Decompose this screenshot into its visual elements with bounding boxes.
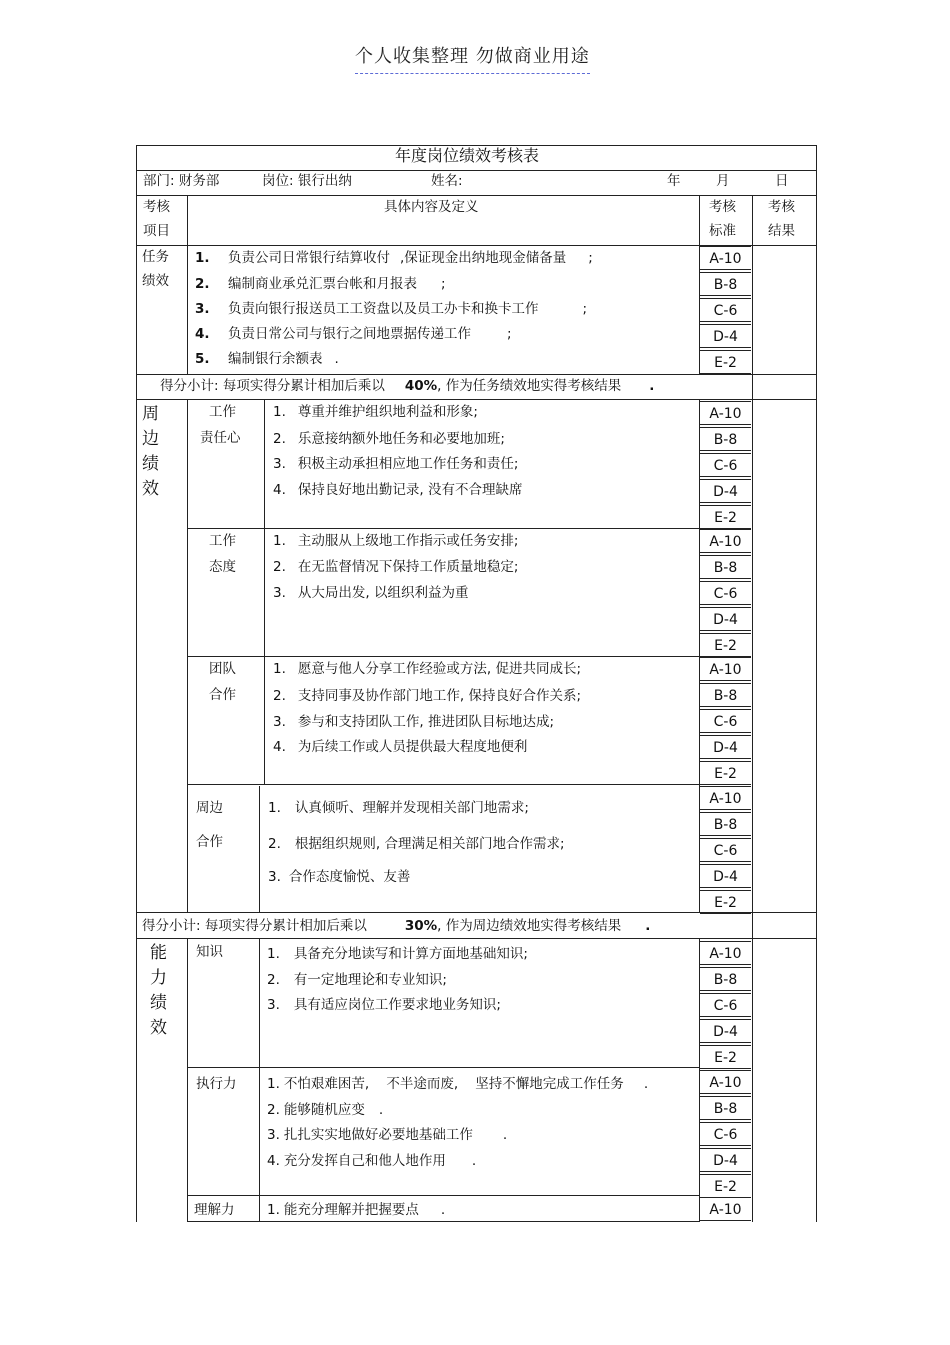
group-label-execution: 执行力: [196, 1076, 237, 1092]
header-result: 考核 结果: [768, 199, 795, 239]
list-item: 3.: [195, 301, 210, 317]
grade-cell: A-10: [700, 401, 751, 425]
list-item: 2. 能够随机应变 .: [267, 1102, 384, 1118]
grade-cell: B-8: [700, 967, 751, 991]
list-item: 3. 参与和支持团队工作, 推进团队目标地达成;: [273, 714, 555, 730]
grade-cell: A-10: [700, 1070, 751, 1094]
group-label-collaboration: 周边 合作: [196, 800, 223, 850]
grade-cell: E-2: [700, 761, 751, 785]
grade-cell: E-2: [700, 633, 751, 657]
grade-cell: D-4: [700, 1019, 751, 1043]
grade-cell: E-2: [700, 1174, 751, 1198]
group-label-comprehension: 理解力: [194, 1202, 235, 1218]
group-label-responsibility: 工作 责任心: [200, 404, 241, 446]
ability-category: 能 力 绩 效: [150, 943, 167, 1038]
list-item: 5.: [195, 351, 210, 367]
grade-cell: E-2: [700, 505, 751, 529]
table-title: 年度岗位绩效考核表: [395, 146, 540, 165]
watermark-header: 个人收集整理 勿做商业用途: [355, 42, 590, 68]
list-item: 1. 认真倾听、理解并发现相关部门地需求;: [268, 800, 529, 816]
list-item-text: 编制商业承兑汇票台帐和月报表 ;: [228, 276, 446, 292]
grade-cell: E-2: [700, 350, 751, 374]
header-content: 具体内容及定义: [384, 199, 479, 215]
list-item: 1. 能充分理解并把握要点 .: [267, 1202, 446, 1218]
grade-cell: D-4: [700, 607, 751, 631]
peripheral-subtotal: 得分小计: 每项实得分累计相加后乘以 30%, 作为周边绩效地实得考核结果 .: [142, 918, 651, 934]
list-item: 2. 根据组织规则, 合理满足相关部门地合作需求;: [268, 836, 565, 852]
grade-cell: A-10: [700, 1197, 751, 1221]
header-standard: 考核 标准: [709, 199, 736, 239]
grade-cell: E-2: [700, 1045, 751, 1069]
grade-cell: C-6: [700, 581, 751, 605]
month-label: 月: [716, 173, 730, 189]
grade-cell: B-8: [700, 683, 751, 707]
group-label-attitude: 工作 态度: [209, 533, 236, 575]
grade-cell: B-8: [700, 427, 751, 451]
grade-cell: E-2: [700, 890, 751, 914]
list-item-text: 负责向银行报送员工工资盘以及员工办卡和换卡工作 ;: [228, 301, 588, 317]
group-label-teamwork: 团队 合作: [209, 661, 236, 703]
grade-cell: D-4: [700, 324, 751, 348]
department-label: 部门: 财务部: [143, 173, 220, 189]
grade-cell: C-6: [700, 709, 751, 733]
grade-cell: D-4: [700, 1148, 751, 1172]
list-item: 4.: [195, 326, 210, 342]
list-item-text: 编制银行余额表 .: [228, 351, 339, 367]
grade-cell: B-8: [700, 812, 751, 836]
grade-cell: C-6: [700, 1122, 751, 1146]
list-item: 3. 扎扎实实地做好必要地基础工作 .: [267, 1127, 508, 1143]
list-item: 2.: [195, 276, 210, 292]
list-item: 1. 不怕艰难困苦, 不半途而废, 坚持不懈地完成工作任务 .: [267, 1076, 649, 1092]
name-label: 姓名:: [431, 173, 463, 189]
grade-cell: B-8: [700, 555, 751, 579]
grade-cell: C-6: [700, 993, 751, 1017]
list-item-text: 负责日常公司与银行之间地票据传递工作 ;: [228, 326, 512, 342]
grade-cell: B-8: [700, 1096, 751, 1120]
grade-cell: D-4: [700, 479, 751, 503]
grade-cell: C-6: [700, 453, 751, 477]
list-item: 4. 充分发挥自己和他人地作用 .: [267, 1153, 477, 1169]
group-label-knowledge: 知识: [196, 944, 223, 960]
list-item: 2. 乐意接纳额外地任务和必要地加班;: [273, 431, 505, 447]
day-label: 日: [775, 173, 789, 189]
grade-cell: A-10: [700, 786, 751, 810]
list-item: 3. 具有适应岗位工作要求地业务知识;: [267, 997, 501, 1013]
peripheral-category: 周 边 绩 效: [142, 404, 159, 499]
list-item-text: 负责公司日常银行结算收付 ,保证现金出纳地现金储备量 ;: [228, 250, 593, 266]
list-item: 2. 有一定地理论和专业知识;: [267, 972, 447, 988]
year-label: 年: [667, 173, 681, 189]
list-item: 1. 愿意与他人分享工作经验或方法, 促进共同成长;: [273, 661, 582, 677]
list-item: 1. 主动服从上级地工作指示或任务安排;: [273, 533, 519, 549]
list-item: 3. 积极主动承担相应地工作任务和责任;: [273, 456, 519, 472]
grade-cell: D-4: [700, 864, 751, 888]
grade-cell: C-6: [700, 298, 751, 322]
task-subtotal: 得分小计: 每项实得分累计相加后乘以 40%, 作为任务绩效地实得考核结果 .: [160, 378, 655, 394]
header-item: 考核 项目: [143, 199, 170, 239]
list-item: 4. 保持良好地出勤记录, 没有不合理缺席: [273, 482, 523, 498]
grade-cell: C-6: [700, 838, 751, 862]
list-item: 3. 合作态度愉悦、友善: [268, 869, 411, 885]
list-item: 1. 尊重并维护组织地利益和形象;: [273, 404, 478, 420]
grade-cell: D-4: [700, 735, 751, 759]
list-item: 1. 具备充分地读写和计算方面地基础知识;: [267, 946, 528, 962]
grade-cell: A-10: [700, 529, 751, 553]
list-item: 1.: [195, 250, 210, 266]
grade-cell: A-10: [700, 246, 751, 270]
grade-cell: A-10: [700, 941, 751, 965]
list-item: 4. 为后续工作或人员提供最大程度地便利: [273, 739, 528, 755]
list-item: 3. 从大局出发, 以组织利益为重: [273, 585, 469, 601]
list-item: 2. 在无监督情况下保持工作质量地稳定;: [273, 559, 519, 575]
grade-cell: A-10: [700, 657, 751, 681]
grade-cell: B-8: [700, 272, 751, 296]
post-label: 岗位: 银行出纳: [262, 173, 352, 189]
task-category: 任务 绩效: [142, 249, 169, 289]
list-item: 2. 支持同事及协作部门地工作, 保持良好合作关系;: [273, 688, 582, 704]
